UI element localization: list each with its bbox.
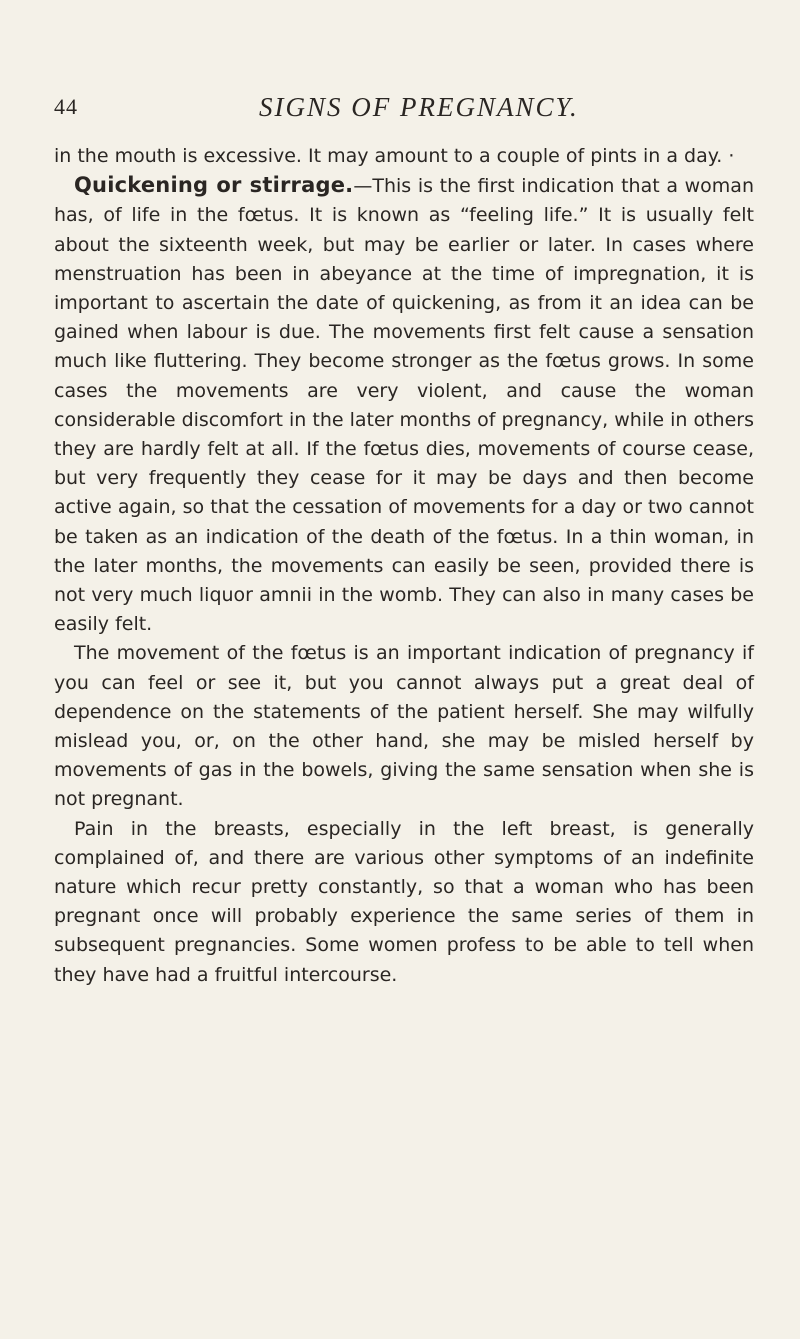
paragraph-continuation [54, 142, 754, 171]
paragraph-text: The movement of the fœtus is an important indication of pregnancy if you can feel or see it, but you cannot always put a great deal of dependence on the statements of the patient herself. She may wilfully mislead you, or, on the other hand, she may be misled herself by movements of gas in the bowels, giving the same sensation when she is not pregnant. [54, 642, 754, 811]
body-text [54, 142, 754, 990]
running-head [54, 94, 754, 124]
paragraph-breasts [54, 815, 754, 990]
paragraph-movement [54, 639, 754, 814]
paragraph-text: Pain in the breasts, especially in the left breast, is generally complained of, and there are various other symptoms of an indefinite nature which recur pretty constantly, so that a woman who has been pregnant once will probably experience the same series of them in subsequent pregnancies. Some women profess to be able to tell when they have had a fruitful intercourse. [54, 817, 754, 986]
page-number: 44 [54, 94, 78, 119]
paragraph-text: —This is the first indication that a woman has, of life in the fœtus. It is known as “feeling life.” It is usually felt about the sixteenth week, but may be earlier or later. In cases where menstruation has been in abeyance at the time of impregnation, it is important to ascertain the date of quickening, as from it an idea can be gained when labour is due. The movements first felt cause a sensation much like fluttering. They become stronger as the fœtus grows. In some cases the movements are very violent, and cause the woman considerable discomfort in the later months of pregnancy, while in others they are hardly felt at all. If the fœtus dies, movements of course cease, but very frequently they cease for it may be days and then become active again, so that the cessation of movements for a day or two cannot be taken as an indication of the death of the fœtus. In a thin woman, in the later months, the movements can easily be seen, provided there is not very much liquor amnii in the womb. They can also in many cases be easily felt. [54, 175, 754, 636]
running-head-title: SIGNS OF PREGNANCY. [259, 92, 579, 122]
paragraph-quickening [54, 171, 754, 639]
paragraph-text: in the mouth is excessive. It may amount to a couple of pints in a day. · [54, 145, 735, 167]
section-heading: Quickening or stirrage. [74, 173, 354, 198]
